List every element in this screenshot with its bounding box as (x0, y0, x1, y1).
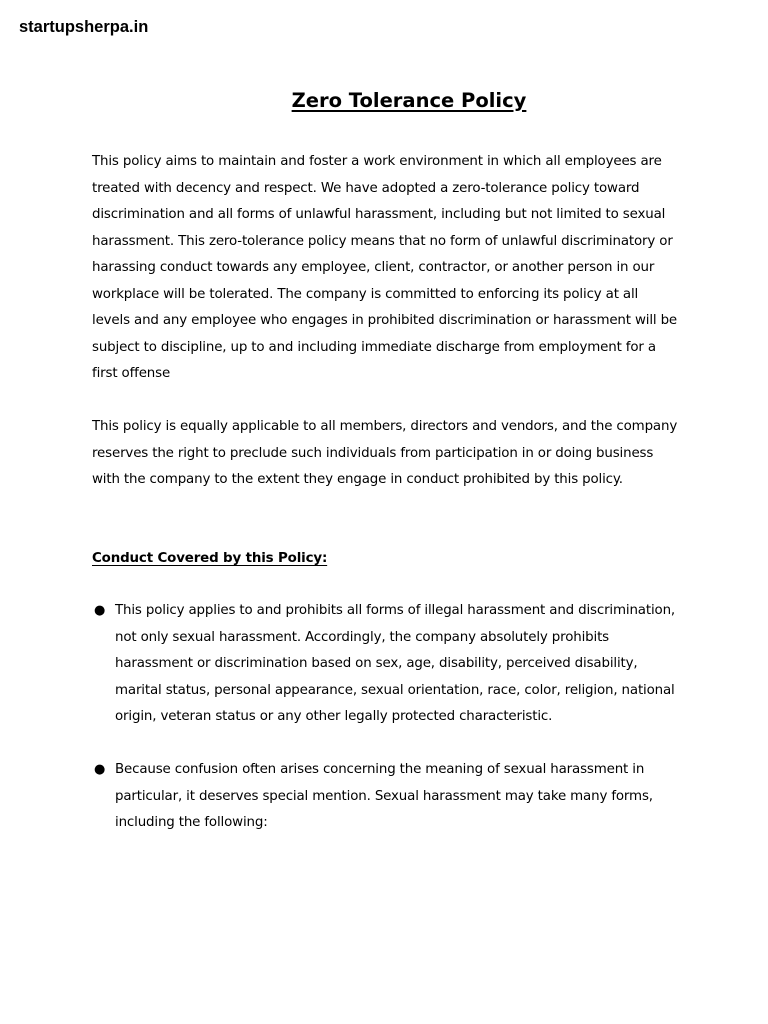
intro-paragraph: This policy aims to maintain and foster a work environment in which all employees are treated with decency and respect. We have adopted a zero-tolerance policy toward discrimination and all forms of unlawful harassment, including but not limited to sexual harassment. This zero-tolerance policy means that no form of unlawful discriminatory or harassing conduct towards any employee, client, contractor, or another person in our workplace will be tolerated. The company is committed to enforcing its policy at all levels and any employee who engages in prohibited discrimination or harassment will be subject to discipline, up to and including immediate discharge from employment for a first offense (92, 154, 678, 381)
section-heading-conduct-covered: Conduct Covered by this Policy: (92, 551, 328, 566)
site-watermark: startupsherpa.in (19, 18, 149, 36)
bullet-icon: ● (94, 603, 106, 618)
list-item (92, 598, 682, 731)
bullet-icon: ● (94, 762, 106, 777)
list-item (92, 757, 682, 837)
bullet-text: This policy applies to and prohibits all forms of illegal harassment and discrimination, not only sexual harassment. Accordingly, the company absolutely prohibits harassment or discrimination based on sex, age, disability, perceived disability, marital status, personal appearance, sexual orientation, race, color, religion, national origin, veteran status or any other legally protected characteristic. (115, 603, 676, 724)
applicability-paragraph: This policy is equally applicable to all members, directors and vendors, and the company reserves the right to preclude such individuals from participation in or doing business with the company to the extent they engage in conduct prohibited by this policy. (92, 419, 678, 487)
conduct-bullet-list (92, 598, 682, 863)
document-title: Zero Tolerance Policy (291, 89, 527, 112)
bullet-text: Because confusion often arises concerning the meaning of sexual harassment in particular, it deserves special mention. Sexual harassment may take many forms, including the following: (115, 762, 653, 830)
